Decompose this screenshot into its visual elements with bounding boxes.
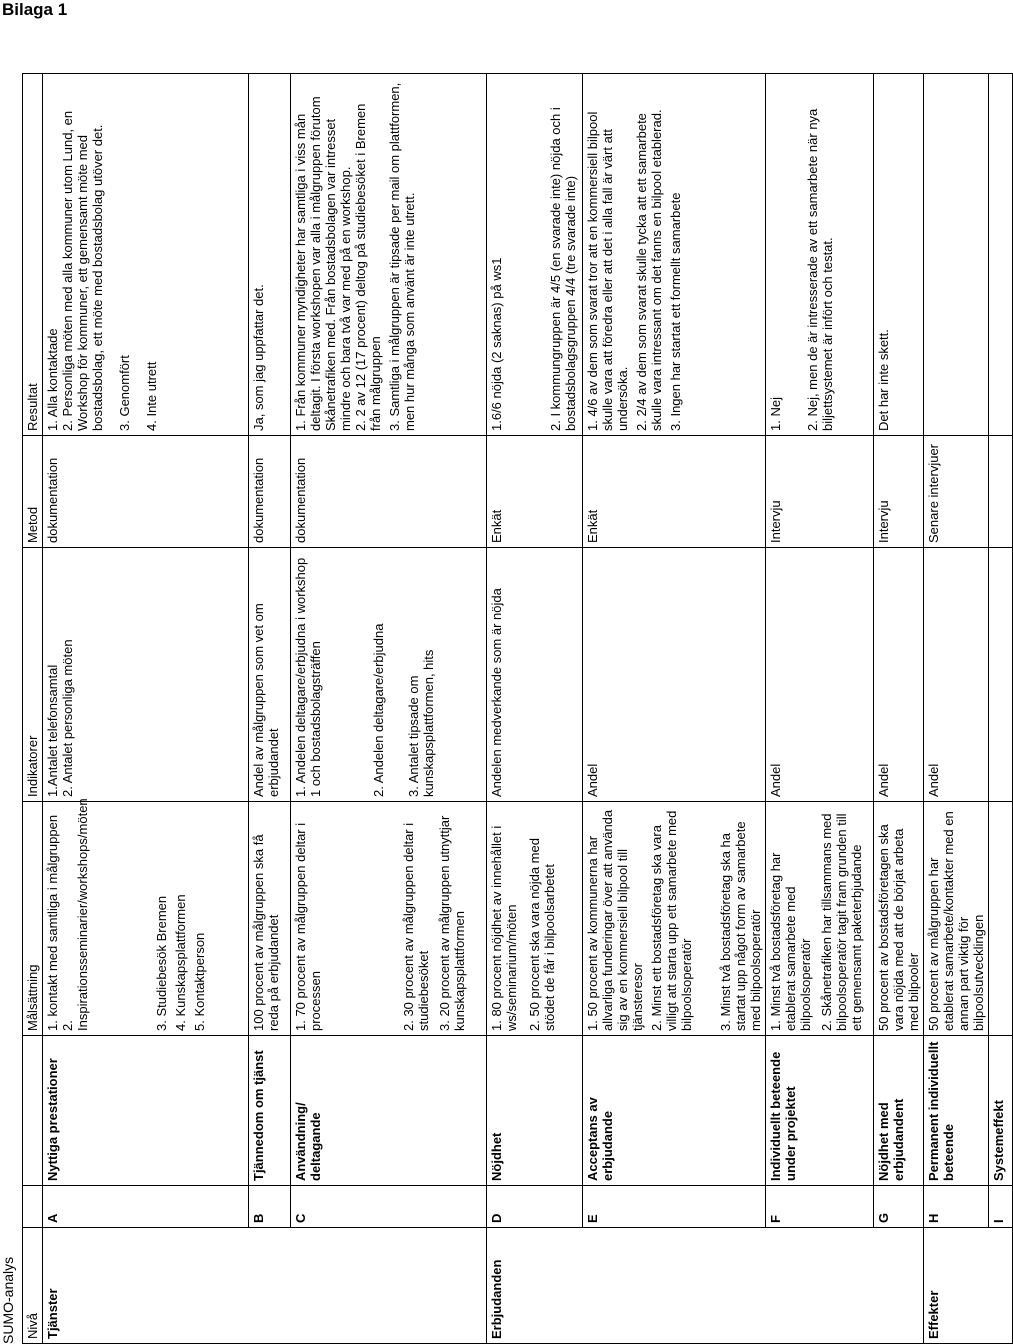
- list-item: 1.6/6 nöjda (2 saknas) på ws1: [489, 257, 504, 431]
- row-metod: Enkät: [583, 436, 766, 548]
- row-letter: B: [249, 1186, 291, 1228]
- header-step: [23, 1036, 43, 1186]
- table-row-c: [291, 74, 487, 1344]
- row-letter: I: [989, 1186, 1013, 1228]
- row-malsattning: [583, 802, 766, 1036]
- group-tjanster: Tjänster: [43, 1228, 487, 1344]
- header-letter: [23, 1186, 43, 1228]
- row-resultat: [989, 74, 1013, 436]
- row-letter: F: [766, 1186, 874, 1228]
- page-title: Bilaga 1: [2, 0, 68, 19]
- list-item: 2. Andelen deltagare/erbjudna: [371, 623, 386, 797]
- header-malsattning: Målsättning: [23, 802, 43, 1036]
- list-item: 3. Samtliga i målgruppen är tipsade per mail om plattformen, men hur många som använt är inte utrett.: [387, 82, 417, 431]
- list-item: 1. 70 procent av målgruppen deltar i processen: [293, 822, 323, 1031]
- table-row-g: [874, 74, 924, 1344]
- list-item: 1. Från kommuner myndigheter har samtliga i viss mån deltagit. I första workshopen var alla i målgruppen förutom Skånetrafiken med. Från bostadsbolagen var intresset mindre och bara två var med på en workshop.: [293, 96, 353, 431]
- list-item: 2. I kommungruppen är 4/5 (en svarade inte) nöjda och i bostadsbolagsgruppen 4/4 (tre svarade inte): [548, 107, 578, 431]
- row-resultat: [291, 74, 487, 436]
- row-letter: G: [874, 1186, 924, 1228]
- row-indikatorer: Andelen medverkande som är nöjda: [487, 548, 583, 802]
- list-item: 3. Genomfört: [117, 355, 132, 431]
- list-item: 1. Alla kontaktade: [45, 328, 60, 431]
- row-malsattning: 100 procent av målgruppen ska få reda på erbjudandet: [249, 802, 291, 1036]
- row-letter: E: [583, 1186, 766, 1228]
- list-item: 3. Minst två bostadsföretag ska ha startat upp något form av samarbete med bilpoolsoperatör: [718, 821, 763, 1031]
- list-item: 1. Andelen deltagare/erbjudna i workshop 1 och bostadsbolagsträffen: [293, 557, 323, 797]
- row-step-name: Nöjdhet: [487, 1036, 583, 1186]
- row-malsattning: 50 procent av målgruppen har etablerat samarbete/kontakter med en annan part viktig för bilpoolsutvecklingen: [924, 802, 989, 1036]
- list-item: 2. 2/4 av dem som svarat skulle tycka att ett samarbete skulle vara intressant om det fanns en bilpool etablerad.: [634, 109, 664, 431]
- doc-label: SUMO-analys: [0, 1256, 16, 1344]
- row-indikatorer: Andel: [924, 548, 989, 802]
- table-row-f: [766, 74, 874, 1344]
- list-item: 1. kontakt med samtliga i målgruppen: [45, 814, 60, 1031]
- list-item: 4. Inte utrett: [144, 361, 159, 431]
- list-item: 2. Personliga möten med alla kommuner utom Lund, en Workshop för kommuner, ett gemensamt möte med bostadsbolag, ett möte med bostadsbolag utöver det.: [60, 110, 105, 431]
- table-row-b: [249, 74, 291, 1344]
- row-indikatorer: Andel: [766, 548, 874, 802]
- table-row-a: [43, 74, 249, 1344]
- list-item: 2. 30 procent av målgruppen deltar i studiebesöket: [401, 822, 431, 1031]
- row-malsattning: [43, 798, 249, 1036]
- header-metod: Metod: [23, 436, 43, 548]
- row-indikatorer: Andel av målgruppen som vet om erbjudandet: [249, 548, 291, 802]
- list-item: 2. Nej, men de är intresserade av ett samarbete när nya biljettsystemet är infört och testat.: [805, 108, 835, 431]
- row-step-name: Acceptans av erbjudande: [583, 1036, 766, 1186]
- row-letter: D: [487, 1186, 583, 1228]
- header-resultat: Resultat: [23, 74, 43, 436]
- table-row-d: [487, 74, 583, 1344]
- row-metod: Intervju: [874, 436, 924, 548]
- row-indikatorer: Andel: [874, 548, 924, 802]
- row-letter: H: [924, 1186, 989, 1228]
- row-indikatorer: [43, 548, 249, 802]
- list-item: 1. 50 procent av kommunerna har allvarliga funderingar över att använda sig av en kommersiell bilpool till tjänsteresor: [585, 809, 645, 1031]
- row-metod: dokumentation: [43, 436, 249, 548]
- row-malsattning: 50 procent av bostadsföretagen ska vara nöjda med att de börjat arbeta med bilpooler: [874, 802, 924, 1036]
- header-indikatorer: Indikatorer: [23, 548, 43, 802]
- row-letter: A: [43, 1186, 249, 1228]
- row-resultat: [924, 74, 989, 436]
- row-malsattning: [487, 802, 583, 1036]
- row-metod: Intervju: [766, 436, 874, 548]
- row-indikatorer: [291, 548, 487, 802]
- table-row-e: [583, 74, 766, 1344]
- row-metod: [989, 436, 1013, 548]
- list-item: 5. Kontaktperson: [192, 932, 207, 1031]
- row-letter: C: [291, 1186, 487, 1228]
- row-resultat: [766, 74, 874, 436]
- row-metod: Enkät: [487, 436, 583, 548]
- row-step-name: Tjännedom om tjänst: [249, 1036, 291, 1186]
- list-item: 1. 80 procent nöjdhet av innehållet i ws/seminarium/möten: [489, 825, 519, 1031]
- table-row-h: [924, 74, 989, 1344]
- row-resultat: [43, 74, 249, 436]
- list-item: 1. 4/6 av dem som svarat tror att en kommersiell bilpool skulle vara att föredra eller att det i alla fall är värt att undersöka.: [585, 111, 630, 431]
- row-indikatorer: [989, 548, 1013, 802]
- row-step-name: Permanent individuellt beteende: [924, 1036, 989, 1186]
- list-item: 2. 50 procent ska vara nöjda med stödet de får i bilpoolsarbetet: [527, 838, 557, 1031]
- row-metod: Senare intervjuer: [924, 436, 989, 548]
- row-step-name: Individuellt beteende under projektet: [766, 1036, 874, 1186]
- row-malsattning: [989, 802, 1013, 1036]
- row-resultat: Ja, som jag uppfattar det.: [249, 74, 291, 436]
- list-item: 4. Kunskapsplattformen: [173, 894, 188, 1031]
- row-metod: dokumentation: [249, 436, 291, 548]
- list-item: 1.Antalet telefonsamtal: [45, 664, 60, 797]
- list-item: 2. Skånetrafiken har tillsammans med bilpoolsoperatör tagit fram grunden till ett gemensamt paketerbjudande: [819, 813, 864, 1031]
- row-step-name: Användning/ deltagande: [291, 1036, 487, 1186]
- list-item: 3. Antalet tipsade om kunskapsplattformen, hits: [406, 649, 436, 797]
- row-resultat: Det har inte skett.: [874, 74, 924, 436]
- row-resultat: [583, 74, 766, 436]
- header-niva: Nivå: [23, 1228, 43, 1344]
- row-indikatorer: Andel: [583, 548, 766, 802]
- row-step-name: Systemeffekt: [989, 1036, 1013, 1186]
- row-malsattning: [291, 802, 487, 1036]
- group-erbjudanden: Erbjudanden: [487, 1228, 924, 1344]
- table-row-i: [989, 74, 1013, 1344]
- list-item: 2. 2 av 12 (17 procent) deltog på studiebesöket i Bremen från målgruppen: [353, 103, 383, 431]
- list-item: 2. Antalet personliga möten: [60, 639, 75, 797]
- list-item: 1. Minst två bostadsföretag har etablerat samarbete med bilpoolsoperatör: [768, 852, 813, 1031]
- group-effekter: Effekter: [924, 1228, 1013, 1344]
- list-item: 1. Nej: [768, 397, 783, 431]
- list-item: 2. Minst ett bostadsföretag ska vara villigt att starta upp ett samarbete med bilpoolsoperatör: [649, 810, 694, 1031]
- row-malsattning: [766, 802, 874, 1036]
- row-step-name: Nyttiga prestationer: [43, 1036, 249, 1186]
- row-resultat: [487, 74, 583, 436]
- list-item: 3. Ingen har startat ett formellt samarbete: [668, 192, 683, 431]
- sumo-analysis-table: [22, 73, 1013, 1344]
- list-item: 2. Inspirationsseminarier/workshops/möten: [60, 798, 90, 1031]
- list-item: 3. 20 procent av målgruppen utnyttjar kunskapsplattformen: [437, 815, 467, 1031]
- row-metod: dokumentation: [291, 436, 487, 548]
- row-step-name: Nöjdhet med erbjudandent: [874, 1036, 924, 1186]
- rotated-landscape-table: [0, 74, 1006, 1344]
- list-item: 3. Studiebesök Bremen: [154, 895, 169, 1031]
- header-row: [23, 74, 43, 1344]
